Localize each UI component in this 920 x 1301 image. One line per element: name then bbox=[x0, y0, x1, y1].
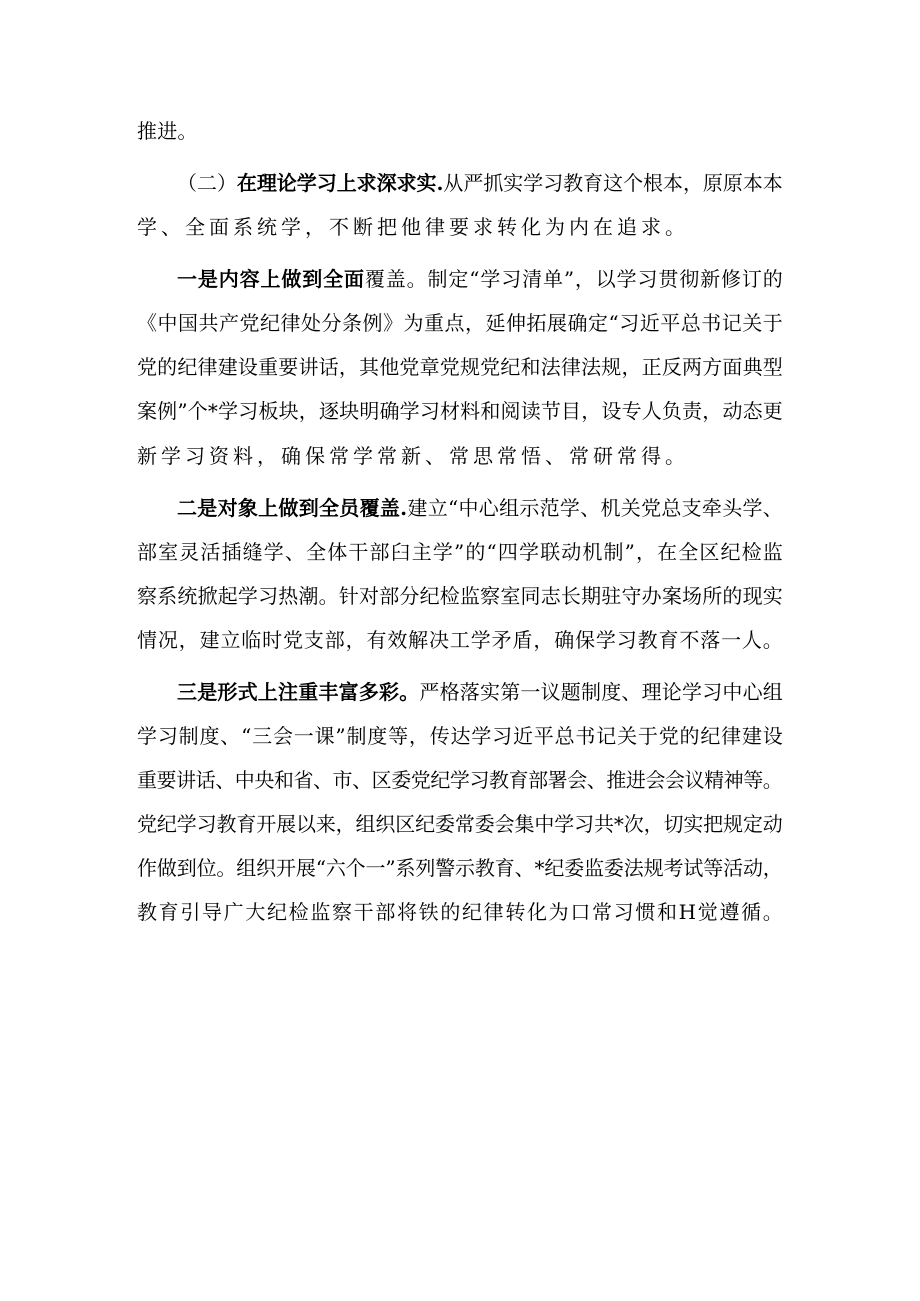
body-text: 推进。 bbox=[137, 119, 198, 143]
paragraph-line bbox=[137, 540, 784, 564]
paragraph-line bbox=[137, 856, 783, 880]
paragraph-line bbox=[177, 267, 784, 291]
bold-heading-text: 三是形式上注重丰富多彩。 bbox=[177, 680, 420, 704]
bold-heading-text: 二是对象上做到全员覆盖. bbox=[177, 496, 408, 520]
body-text: 作做到位。组织开展“六个一”系列警示教育、*纪委监委法规考试等活动， bbox=[137, 856, 783, 880]
body-text: 《中国共产党纪律处分条例》为重点，延伸拓展确定“习近平总书记关于 bbox=[137, 311, 784, 335]
paragraph-line bbox=[137, 768, 782, 792]
body-text: 从严抓实学习教育这个根本，原原本本 bbox=[443, 171, 783, 195]
body-text: 覆盖。制定“学习清单”，以学习贯彻新修订的 bbox=[364, 267, 784, 291]
paragraph-line bbox=[137, 812, 783, 836]
bold-heading-text: 一是内容上做到全面 bbox=[177, 267, 365, 291]
paragraph-line bbox=[177, 680, 783, 704]
paragraph-line bbox=[137, 584, 783, 608]
paragraph-line bbox=[137, 900, 784, 924]
body-text: 学习制度、“三会一课”制度等，传达学习近平总书记关于党的纪律建设 bbox=[137, 724, 784, 748]
paragraph-line bbox=[177, 496, 783, 520]
body-text: 案例”个*学习板块，逐块明确学习材料和阅读节目，设专人负责，动态更 bbox=[137, 399, 783, 423]
paragraph-line bbox=[137, 724, 784, 748]
bold-heading-text: 在理论学习上求深求实. bbox=[236, 171, 444, 195]
paragraph-line bbox=[137, 119, 198, 143]
paragraph-line bbox=[137, 628, 784, 652]
body-text: 严格落实第一议题制度、理论学习中心组 bbox=[419, 680, 783, 704]
paragraph-line bbox=[137, 399, 783, 423]
body-text: 建立“中心组示范学、机关党总支牵头学、 bbox=[407, 496, 784, 520]
body-text: 党的纪律建设重要讲话，其他党章党规党纪和法律法规，正反两方面典型 bbox=[137, 355, 783, 379]
paragraph-line bbox=[137, 311, 783, 335]
body-text: （二） bbox=[177, 171, 237, 195]
body-text: 学、全面系统学，不断把他律要求转化为内在追求。 bbox=[137, 215, 689, 239]
body-text: 部室灵活插缝学、全体干部臼主学”的“四学联动机制”，在全区纪检监 bbox=[137, 540, 784, 564]
body-text: 新学习资料，确保常学常新、常思常悟、常研常得。 bbox=[137, 444, 689, 468]
body-text: 党纪学习教育开展以来，组织区纪委常委会集中学习共*次，切实把规定动 bbox=[137, 812, 783, 836]
body-text: 重要讲话、中央和省、市、区委党纪学习教育部署会、推进会会议精神等。 bbox=[137, 768, 783, 792]
paragraph-line bbox=[137, 444, 689, 468]
paragraph-line bbox=[137, 215, 689, 239]
paragraph-line bbox=[137, 355, 783, 379]
paragraph-line bbox=[177, 171, 783, 195]
body-text: 察系统掀起学习热潮。针对部分纪检监察室同志长期驻守办案场所的现实 bbox=[137, 584, 783, 608]
body-text: 情况，建立临时党支部，有效解决工学矛盾，确保学习教育不落一人。 bbox=[137, 628, 784, 652]
body-text: 教育引导广大纪检监察干部将铁的纪律转化为口常习惯和H觉遵循。 bbox=[137, 900, 785, 924]
